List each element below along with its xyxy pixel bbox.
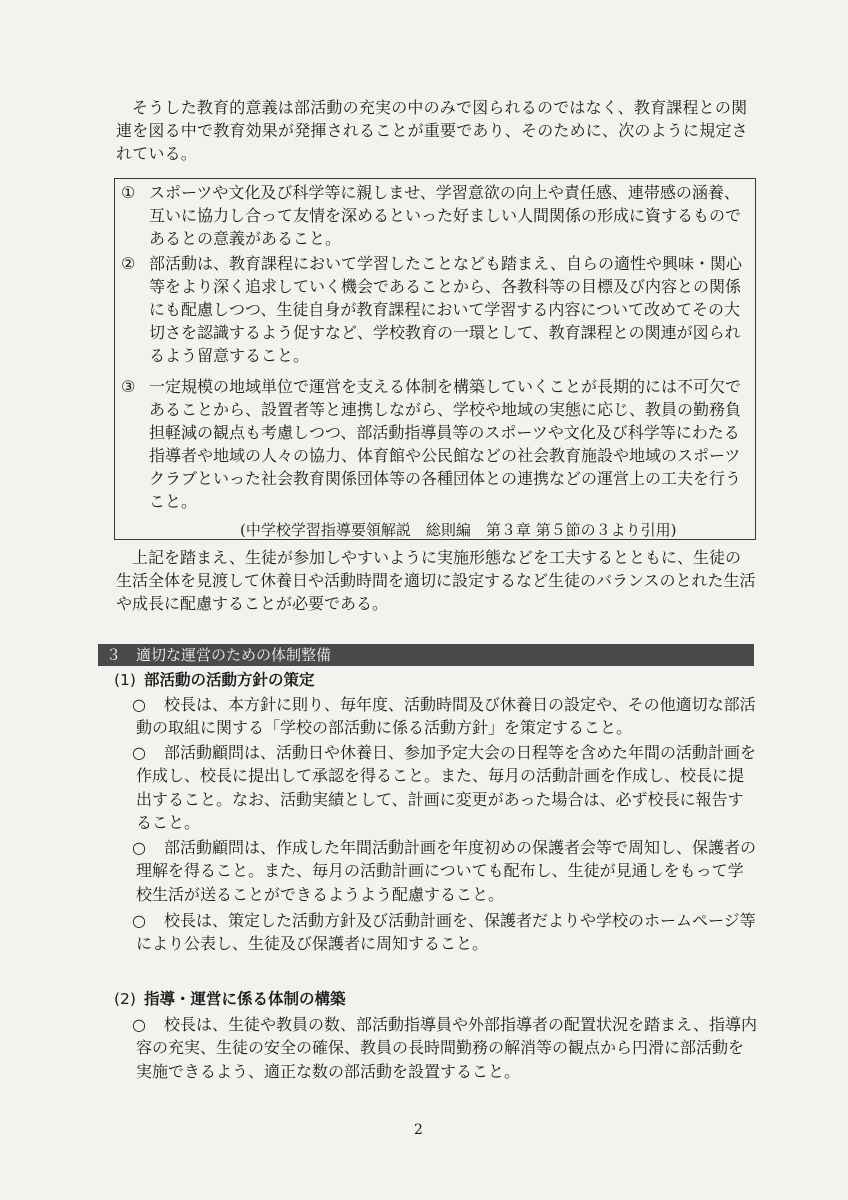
bullet-mark: ○ — [132, 911, 146, 930]
intro-paragraph: そうした教育的意義は部活動の充実の中のみで図られるのではなく、教育課程との関連を図る中で教育効果が発揮されることが重要であり、そのために、次のように規定されている。 — [116, 98, 748, 163]
guideline-item-1 — [121, 181, 747, 250]
subsection-title: 部活動の活動方針の策定 — [144, 671, 315, 689]
bullet-mark: ○ — [132, 695, 146, 714]
bullet-text: 部活動顧問は、活動日や休養日、参加予定大会の日程等を含めた年間の活動計画を作成し、校長に提出して承認を得ること。また、毎月の活動計画を作成し、校長に提出すること。なお、活動実績として、計画に変更があった場合は、必ず校長に報告すること。 — [136, 743, 757, 833]
item-text: 部活動は、教育課程において学習したことなども踏まえ、自らの適性や興味・関心等をより深く追求していく機会であることから、各教科等の目標及び内容との関係にも配慮しつつ、生徒自身が教育課程において学習する内容について改めてその大切さを認識するよう促すなど、学校教育の一環として、教育課程との関連が図られるよう留意すること。 — [149, 254, 742, 365]
bullet-item — [132, 836, 758, 906]
bullet-text: 校長は、策定した活動方針及び活動計画を、保護者だよりや学校のホームページ等により公表し、生徒及び保護者に周知すること。 — [136, 911, 756, 954]
item-text: スポーツや文化及び科学等に親しませ、学習意欲の向上や責任感、連帯感の涵養、互いに協力し合って友情を深めるといった好ましい人間関係の形成に資するものであるとの意義があること。 — [149, 183, 742, 248]
bullet-item — [132, 693, 758, 740]
bullet-item — [132, 741, 758, 835]
summary-paragraph: 上記を踏まえ、生徒が参加しやすいように実施形態などを工夫するとともに、生徒の生活全体を見渡して休養日や活動時間を適切に設定するなど生徒のバランスのとれた生活や成長に配慮することが必要である。 — [116, 548, 756, 613]
subsection-heading-2 — [114, 988, 346, 1010]
bullet-mark: ○ — [132, 1015, 146, 1034]
item-number: ③ — [121, 377, 136, 396]
bullet-item — [132, 909, 758, 956]
bullet-item — [132, 1013, 758, 1083]
item-number: ① — [121, 183, 136, 202]
quoted-guideline-box — [114, 178, 756, 540]
item-text: 一定規模の地域単位で運営を支える体制を構築していくことが長期的には不可欠であることから、設置者等と連携しながら、学校や地域の実態に応じ、教員の勤務負担軽減の観点も考慮しつつ、部活動指導員等のスポーツや文化及び科学等にわたる指導者や地域の人々の協力、体育館や公民館などの社会教育施設や地域のスポーツクラブといった社会教育関係団体等の各種団体との連携などの運営上の工夫を行うこと。 — [149, 377, 742, 511]
citation: (中学校学習指導要領解説 総則編 第３章 第５節の３より引用) — [240, 521, 677, 539]
bullet-mark: ○ — [132, 838, 146, 857]
bullet-text: 部活動顧問は、作成した年間活動計画を年度初めの保護者会等で周知し、保護者の理解を得ること。また、毎月の活動計画についても配布し、生徒が見通しをもって学校生活が送ることができるようよう配慮すること。 — [136, 838, 757, 904]
bullet-text: 校長は、生徒や教員の数、部活動指導員や外部指導者の配置状況を踏まえ、指導内容の充実、生徒の安全の確保、教員の長時間勤務の解消等の観点から円滑に部活動を実施できるよう、適正な数の部活動を設置すること。 — [136, 1015, 757, 1081]
subsection-index: (2) — [114, 990, 136, 1008]
page-number: 2 — [414, 1122, 423, 1138]
bullet-text: 校長は、本方針に則り、毎年度、活動時間及び休養日の設定や、その他適切な部活動の取組に関する「学校の部活動に係る活動方針」を策定すること。 — [136, 695, 756, 738]
item-number: ② — [121, 254, 136, 273]
guideline-item-3 — [121, 375, 747, 513]
subsection-title: 指導・運営に係る体制の構築 — [144, 990, 346, 1008]
subsection-heading-1 — [114, 669, 315, 691]
subsection-index: (1) — [114, 671, 136, 689]
section-heading: ３ 適切な運営のための体制整備 — [98, 644, 754, 666]
guideline-item-2 — [121, 252, 747, 367]
bullet-mark: ○ — [132, 743, 146, 762]
